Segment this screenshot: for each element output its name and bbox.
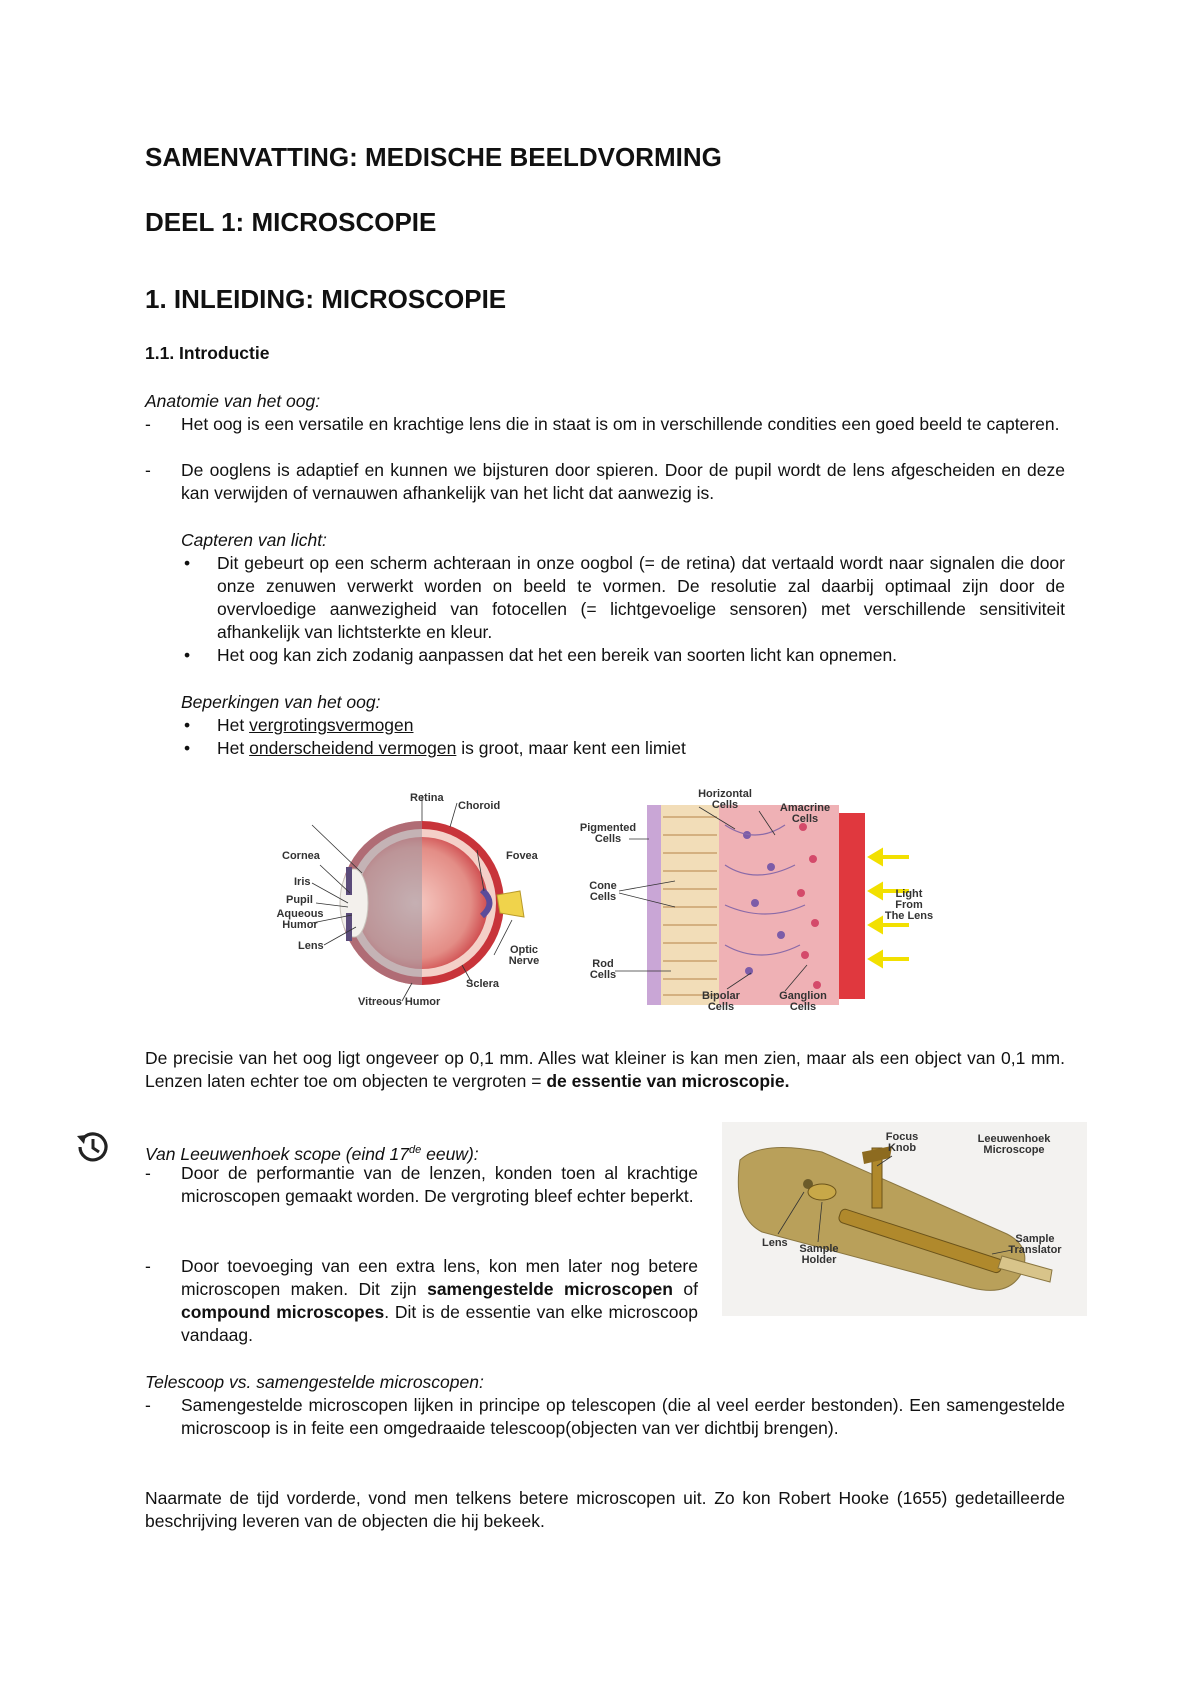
- leeuwenhoek-heading: Van Leeuwenhoek scope (eind 17de eeuw):: [145, 1143, 479, 1164]
- eye-label-pupil: Pupil: [286, 894, 313, 906]
- eye-label-iris: Iris: [294, 876, 311, 888]
- retina-label-rod-cells: Rod Cells: [589, 958, 617, 981]
- closing-paragraph: Naarmate de tijd vorderde, vond men telkens betere microscopen uit. Zo kon Robert Hooke (1655) gedetailleerde beschrijving leveren van de objecten die hij bekeek.: [145, 1488, 1065, 1531]
- eye-label-retina: Retina: [410, 792, 444, 804]
- bullet-dash: -: [145, 1163, 151, 1183]
- eye-label-optic-nerve: Optic Nerve: [508, 944, 540, 967]
- retina-label-amacrine-cells: Amacrine Cells: [779, 802, 831, 825]
- section-heading: 1.1. Introductie: [145, 343, 270, 363]
- capture-item-1: Dit gebeurt op een scherm achteraan in onze oogbol (= de retina) dat vertaald wordt naar signalen die door onze zenuwen verwerkt worden on beeld te vormen. De resolutie zal daarbij optimaal zijn door de overvloedige aanwezigheid van fotocellen (= lichtgevoelige sensoren) met verschillende sensitiviteit afhankelijk van lichtsterkte en kleur.: [217, 553, 1065, 642]
- precision-paragraph: De precisie van het oog ligt ongeveer op 0,1 mm. Alles wat kleiner is kan men zien, maar als een object van 0,1 mm. Lenzen laten echter toe om objecten te vergroten = de essentie van microscopie.: [145, 1048, 1065, 1091]
- eye-label-lens: Lens: [298, 940, 324, 952]
- scope-label-sample-translator: Sample Translator: [1008, 1233, 1062, 1256]
- bullet-dot: •: [184, 645, 191, 665]
- scope-label-sample-holder: Sample Holder: [799, 1243, 839, 1266]
- retina-label-cone-cells: Cone Cells: [589, 880, 617, 903]
- capture-heading: Capteren van licht:: [181, 530, 327, 550]
- eye-label-aqueous-humor: Aqueous Humor: [276, 908, 324, 931]
- history-icon[interactable]: [72, 1127, 112, 1167]
- leeuwenhoek-item-1: Door de performantie van de lenzen, konden toen al krachtige microscopen gemaakt worden. De vergroting bleef echter beperkt.: [181, 1163, 698, 1206]
- anatomy-item-2: De ooglens is adaptief en kunnen we bijsturen door spieren. Door de pupil wordt de lens afgescheiden en deze kan verwijden of vernauwen afhankelijk van het licht dat aanwezig is.: [181, 460, 1065, 503]
- capture-item-2: Het oog kan zich zodanig aanpassen dat het een bereik van soorten licht kan opnemen.: [217, 645, 898, 665]
- bullet-dash: -: [145, 414, 151, 434]
- eye-label-sclera: Sclera: [466, 978, 500, 990]
- leeuwenhoek-microscope-figure: [722, 1122, 1087, 1316]
- telescope-heading: Telescoop vs. samengestelde microscopen:: [145, 1372, 484, 1392]
- leeuwenhoek-item-2: Door toevoeging van een extra lens, kon men later nog betere microscopen maken. Dit zijn samengestelde microscopen of compound microscopes. Dit is de essentie van elke microscoop vandaag.: [181, 1256, 698, 1345]
- eye-label-vitreous-humor: Vitreous Humor: [358, 996, 441, 1008]
- telescope-item: Samengestelde microscopen lijken in principe op telescopen (die al veel eerder bestonden). Een samengestelde microscoop is in feite een omgedraaide telescoop(objecten van ver dichtbij brengen).: [181, 1395, 1065, 1438]
- bullet-dot: •: [184, 738, 191, 758]
- scope-label-lens: Lens: [762, 1237, 788, 1249]
- limits-item-1: Het vergrotingsvermogen: [217, 715, 414, 735]
- bullet-dash: -: [145, 1256, 151, 1276]
- scope-label-title: Leeuwenhoek Microscope: [977, 1133, 1051, 1156]
- document-title: SAMENVATTING: MEDISCHE BEELDVORMING: [145, 142, 722, 172]
- eye-label-cornea: Cornea: [282, 850, 320, 862]
- bullet-dot: •: [184, 553, 191, 573]
- retina-cells-figure: [575, 788, 945, 1013]
- retina-label-pigmented-cells: Pigmented Cells: [579, 822, 637, 845]
- retina-label-light-from-lens: Light From The Lens: [884, 888, 934, 922]
- retina-label-horizontal-cells: Horizontal Cells: [698, 788, 752, 811]
- limits-heading: Beperkingen van het oog:: [181, 692, 381, 712]
- limits-item-2: Het onderscheidend vermogen is groot, maar kent een limiet: [217, 738, 686, 758]
- eye-anatomy-image: [272, 792, 550, 1010]
- part-heading: DEEL 1: MICROSCOPIE: [145, 207, 437, 237]
- eye-label-fovea: Fovea: [506, 850, 538, 862]
- anatomy-item-1: Het oog is een versatile en krachtige lens die in staat is om in verschillende condities een goed beeld te capteren.: [181, 414, 1060, 434]
- retina-label-ganglion-cells: Ganglion Cells: [779, 990, 827, 1013]
- anatomy-heading: Anatomie van het oog:: [145, 391, 321, 411]
- chapter-heading: 1. INLEIDING: MICROSCOPIE: [145, 284, 507, 314]
- scope-label-focus-knob: Focus Knob: [885, 1131, 919, 1154]
- bullet-dash: -: [145, 1395, 151, 1415]
- bullet-dot: •: [184, 715, 191, 735]
- eye-anatomy-figure: [272, 792, 550, 1010]
- eye-label-choroid: Choroid: [458, 800, 501, 812]
- bullet-dash: -: [145, 460, 151, 480]
- retina-label-bipolar-cells: Bipolar Cells: [702, 990, 740, 1013]
